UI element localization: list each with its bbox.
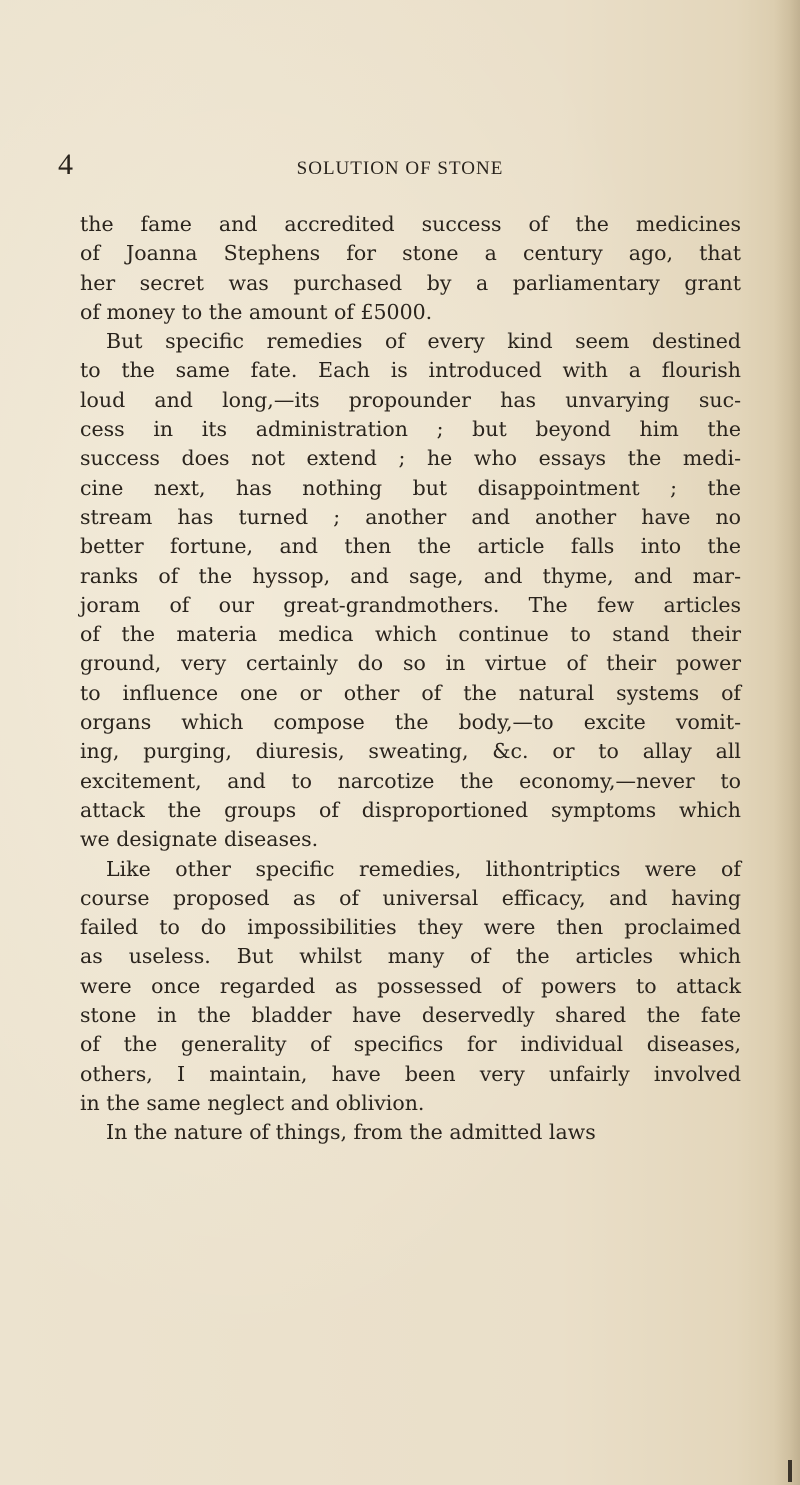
text-line: stone in the bladder have deservedly shared the fate <box>80 1003 741 1028</box>
text-line: as useless. But whilst many of the articles which <box>80 944 741 969</box>
text-line: we designate diseases. <box>80 827 319 852</box>
text-line: in the same neglect and oblivion. <box>80 1090 425 1115</box>
paragraph-2 <box>80 327 741 854</box>
text-line: excitement, and to narcotize the economy,—never to <box>80 768 741 793</box>
running-head: SOLUTION OF STONE <box>296 158 504 179</box>
paragraph-3 <box>80 855 741 1119</box>
text-line: to the same fate. Each is introduced with a flourish <box>80 358 741 383</box>
text-line: to influence one or other of the natural systems of <box>80 680 741 705</box>
text-line: course proposed as of universal efficacy, and having <box>80 885 741 910</box>
text-line: better fortune, and then the article falls into the <box>80 534 741 559</box>
text-line: ground, very certainly do so in virtue of their power <box>80 651 741 676</box>
body-text <box>80 210 741 1148</box>
text-line: cine next, has nothing but disappointment ; the <box>80 475 741 500</box>
text-line: others, I maintain, have been very unfairly involved <box>80 1061 741 1086</box>
text-line: joram of our great-grandmothers. The few articles <box>80 592 741 617</box>
text-line: of money to the amount of £5000. <box>80 299 433 324</box>
paragraph-1 <box>80 210 741 327</box>
text-line: ranks of the hyssop, and sage, and thyme, and mar- <box>80 563 741 588</box>
page-header <box>0 145 800 185</box>
text-line: stream has turned ; another and another have no <box>80 504 741 529</box>
text-line: Like other specific remedies, lithontriptics were of <box>106 856 741 881</box>
text-line: organs which compose the body,—to excite vomit- <box>80 710 741 735</box>
text-line: But specific remedies of every kind seem destined <box>106 329 741 354</box>
text-line: were once regarded as possessed of powers to attack <box>80 973 741 998</box>
paragraph-4 <box>80 1118 741 1147</box>
text-line: of the materia medica which continue to stand their <box>80 622 741 647</box>
text-line: ing, purging, diuresis, sweating, &c. or to allay all <box>80 739 741 764</box>
text-line: the fame and accredited success of the medicines <box>80 212 741 236</box>
text-line: failed to do impossibilities they were then proclaimed <box>80 915 741 940</box>
text-line: success does not extend ; he who essays the medi- <box>80 446 741 471</box>
text-line: attack the groups of disproportioned symptoms which <box>80 797 741 822</box>
text-line: of Joanna Stephens for stone a century ago, that <box>80 241 741 266</box>
text-line: cess in its administration ; but beyond him the <box>80 417 741 442</box>
text-line: In the nature of things, from the admitted laws <box>106 1120 596 1145</box>
text-line: her secret was purchased by a parliamentary grant <box>80 270 741 295</box>
page-edge-shadow <box>774 0 800 1485</box>
text-line: loud and long,—its propounder has unvarying suc- <box>80 387 741 412</box>
text-line: of the generality of specifics for individual diseases, <box>80 1032 741 1057</box>
page-number: 4 <box>58 148 73 181</box>
scan-corner-mark <box>788 1460 792 1482</box>
